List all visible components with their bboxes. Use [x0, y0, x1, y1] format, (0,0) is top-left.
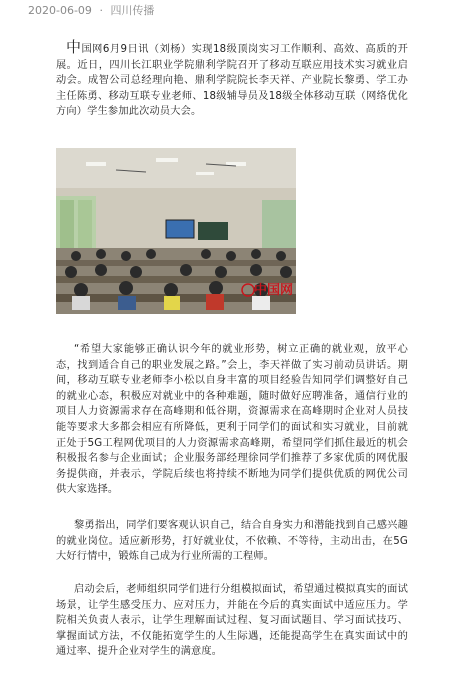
classroom-photo-illustration [56, 148, 296, 314]
ceiling [56, 148, 296, 188]
article-meta [28, 2, 154, 18]
article-photo [56, 148, 296, 314]
photo-watermark: 中国网 [254, 283, 294, 298]
desk-row [56, 260, 296, 266]
ceiling-light [86, 162, 106, 166]
article-paragraph-4: 启动会后，老师组织同学们进行分组模拟面试，希望通过模拟真实的面试场景，让学生感受压力、应对压力，并能在今后的真实面试中适应压力。学院相关负责人表示，让学生理解面试过程、复习面试题目、学习面试技巧、掌握面试方法，不仅能拓宽学生的人生际遇，还能提高学生在真实面试中的通过率、提升企业对学生的满意度。 [56, 584, 408, 658]
ceiling-light [196, 172, 214, 175]
meta-separator: · [99, 4, 103, 17]
projector-screen [166, 220, 194, 238]
paragraph-1-text: 国网6月9日讯（刘杨）实现18级顶岗实习工作顺利、高效、高质的开展。近日，四川长江职业学院鼎利学院召开了移动互联应用技术实习就业启动会。成智公司总经理向艳、鼎利学院院长李天祥、产业院长黎勇、学工办主任陈勇、移动互联专业老师、18级辅导员及18级全体移动互联（网络优化方向）学生参加此次动员大会。 [56, 44, 408, 118]
lead-character: 中 [66, 38, 82, 56]
blackboard [198, 222, 228, 240]
source-link[interactable]: 四川传播 [110, 4, 155, 17]
ceiling-light [156, 158, 178, 162]
desk-row [56, 276, 296, 283]
article-paragraph-3: 黎勇指出，同学们要客观认识自己，结合自身实力和潜能找到自己感兴趣的就业岗位。适应新形势，打好就业仗，不依赖、不等待，主动出击，在5G大好行情中，锻炼自己成为行业所需的工程师。 [56, 520, 408, 563]
article-paragraph-1 [56, 40, 408, 120]
publish-date: 2020-06-09 [28, 4, 92, 17]
article-paragraph-2: “希望大家能够正确认识今年的就业形势，树立正确的就业观，放平心态，找到适合自己的职业发展之路。”会上，李天祥做了实习前动员讲话。期间，移动互联专业老师李小松以自身丰富的项目经验告知同学们调整好自己的就业心态，积极应对就业中的各种难题，随时做好应聘准备，通信行业的项目人力资源需求存在高峰期和低谷期，资源需求在高峰期时企业对人员技能等要求大多都会相应有所降低，更利于同学们的面试和实习就业，目前就正处于5G工程网优项目的人力资源需求高峰期，希望同学们抓住最近的机会积极报名参与企业面试；企业服务部经理徐同学们推荐了多家优质的网优服务提供商，并表示，学院后续也将持续不断地为同学们提供优质的网优公司供大家选择。 [56, 344, 408, 496]
